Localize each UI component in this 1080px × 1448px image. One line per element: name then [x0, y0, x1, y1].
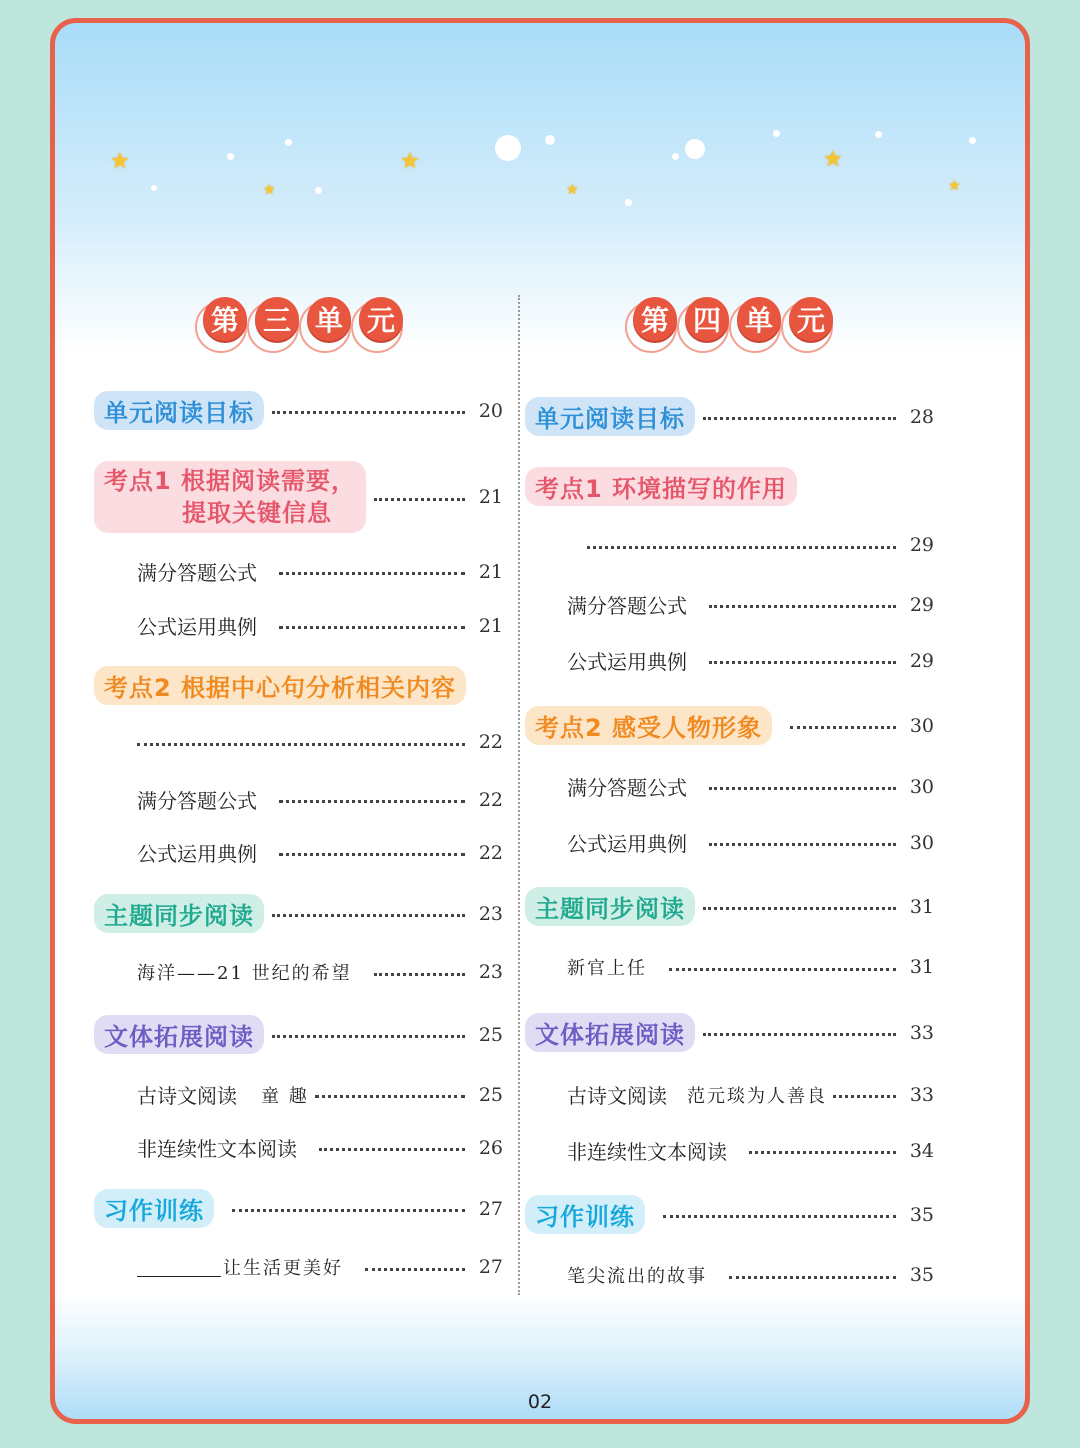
dot-leader — [749, 1151, 896, 1154]
page-number: 27 — [478, 1197, 503, 1220]
section-label: 考点2 根据中心句分析相关内容 — [94, 666, 466, 705]
section-label: 文体拓展阅读 — [525, 1013, 695, 1052]
page-number: 33 — [909, 1021, 934, 1044]
dot-leader — [790, 726, 896, 729]
dot-leader — [279, 800, 465, 803]
dot-leader — [137, 743, 465, 746]
toc-sub-entry[interactable] — [567, 1080, 934, 1109]
star-icon: ★ — [823, 147, 843, 172]
sub-label: 非连续性文本阅读 — [137, 1137, 297, 1161]
unit-char: 第 — [633, 297, 677, 341]
page-number: 34 — [909, 1139, 934, 1162]
page-number: 25 — [478, 1083, 503, 1106]
toc-entry-kp2[interactable] — [525, 706, 934, 745]
section-label: 考点1 环境描写的作用 — [525, 467, 797, 506]
section-label: 习作训练 — [94, 1189, 214, 1228]
section-label: 主题同步阅读 — [94, 894, 264, 933]
dot-leader — [669, 968, 896, 971]
section-label: 文体拓展阅读 — [94, 1015, 264, 1054]
unit-three-heading — [195, 295, 415, 355]
dot-leader — [374, 973, 465, 976]
toc-sub-entry[interactable] — [567, 828, 934, 857]
page-number: 30 — [909, 714, 934, 737]
column-divider — [518, 295, 520, 1295]
toc-sub-entry[interactable] — [137, 959, 503, 985]
page-number: 22 — [478, 841, 503, 864]
toc-entry-kp1[interactable] — [94, 461, 503, 533]
toc-entry-genre-reading[interactable] — [525, 1013, 934, 1052]
page-number: 28 — [909, 405, 934, 428]
toc-sub-entry[interactable] — [567, 590, 934, 619]
page-number: 30 — [909, 831, 934, 854]
star-icon: ★ — [948, 178, 961, 194]
toc-sub-entry[interactable] — [137, 1133, 503, 1162]
toc-entry-kp1-page[interactable] — [587, 534, 934, 556]
dot-leader — [365, 1268, 465, 1271]
toc-sub-entry[interactable] — [137, 1080, 503, 1109]
toc-entry-kp1[interactable] — [525, 467, 797, 506]
page-number: 20 — [478, 399, 503, 422]
dot-leader — [703, 907, 896, 910]
unit-char: 元 — [359, 297, 403, 341]
dot-leader — [703, 1033, 896, 1036]
toc-sub-entry[interactable] — [137, 1254, 503, 1280]
page-number: 31 — [909, 956, 934, 978]
page-number: 25 — [478, 1023, 503, 1046]
toc-sub-entry[interactable] — [567, 954, 934, 980]
dot-leader — [279, 853, 465, 856]
dot-leader — [709, 787, 896, 790]
sub-label: 古诗文阅读 — [137, 1084, 237, 1108]
unit-char: 第 — [203, 297, 247, 341]
dot-leader — [374, 498, 465, 501]
page-number: 23 — [478, 961, 503, 983]
page-number: 23 — [478, 902, 503, 925]
dot-leader — [319, 1148, 465, 1151]
dot-leader — [663, 1215, 896, 1218]
toc-sub-entry[interactable] — [567, 1136, 934, 1165]
bubble-decoration — [285, 139, 292, 146]
toc-sub-entry[interactable] — [137, 611, 503, 640]
sub-label: 非连续性文本阅读 — [567, 1140, 727, 1164]
dot-leader — [709, 661, 896, 664]
bubble-decoration — [685, 139, 705, 159]
page-number: 21 — [478, 560, 503, 583]
toc-entry-genre-reading[interactable] — [94, 1015, 503, 1054]
unit-char: 单 — [737, 297, 781, 341]
page-number: 22 — [478, 731, 503, 753]
dot-leader — [315, 1095, 465, 1098]
dot-leader — [272, 914, 465, 917]
toc-entry-writing[interactable] — [525, 1195, 934, 1234]
bubble-decoration — [773, 130, 780, 137]
sub-label: 公式运用典例 — [137, 615, 257, 639]
unit-char: 元 — [789, 297, 833, 341]
star-icon: ★ — [566, 182, 579, 198]
bubble-decoration — [969, 137, 976, 144]
unit-char: 三 — [255, 297, 299, 341]
dot-leader — [272, 1035, 465, 1038]
dot-leader — [279, 572, 465, 575]
sub-label: 满分答题公式 — [137, 789, 257, 813]
bubble-decoration — [315, 187, 322, 194]
unit-char: 四 — [685, 297, 729, 341]
page-number: 33 — [909, 1083, 934, 1106]
star-icon: ★ — [263, 182, 276, 198]
toc-sub-entry[interactable] — [137, 785, 503, 814]
toc-entry-kp2[interactable] — [94, 666, 466, 705]
toc-sub-entry[interactable] — [137, 838, 503, 867]
dot-leader — [279, 626, 465, 629]
toc-entry-unit-goal[interactable] — [94, 391, 503, 430]
sub-label: 公式运用典例 — [137, 842, 257, 866]
toc-sub-entry[interactable] — [567, 1262, 934, 1288]
page-number: 22 — [478, 788, 503, 811]
toc-entry-sync-reading[interactable] — [94, 894, 503, 933]
dot-leader — [833, 1095, 896, 1098]
page-number: 35 — [909, 1203, 934, 1226]
dot-leader — [709, 843, 896, 846]
fill-in-blank — [137, 1258, 221, 1277]
page-number: 29 — [909, 534, 934, 556]
sub-label: 公式运用典例 — [567, 650, 687, 674]
section-label: 单元阅读目标 — [94, 391, 264, 430]
section-label: 习作训练 — [525, 1195, 645, 1234]
footer-page-number: 02 — [527, 1391, 553, 1413]
sub-label: 公式运用典例 — [567, 832, 687, 856]
bubble-decoration — [875, 131, 882, 138]
sub-label: 海洋——21 世纪的希望 — [137, 963, 352, 984]
section-label: 考点1 根据阅读需要， 提取关键信息 — [94, 461, 366, 533]
page-number: 35 — [909, 1264, 934, 1286]
work-title: 童 趣 — [261, 1085, 309, 1107]
toc-entry-sync-reading[interactable] — [525, 887, 934, 926]
dot-leader — [729, 1276, 896, 1279]
page-number: 27 — [478, 1256, 503, 1278]
dot-leader — [272, 411, 465, 414]
sub-label: 满分答题公式 — [567, 776, 687, 800]
sub-label: 古诗文阅读 — [567, 1084, 667, 1108]
dot-leader — [709, 605, 896, 608]
page-number: 31 — [909, 895, 934, 918]
bubble-decoration — [227, 153, 234, 160]
page-frame — [50, 18, 1030, 1424]
toc-entry-kp2-page[interactable] — [137, 731, 503, 753]
sub-label: 满分答题公式 — [137, 561, 257, 585]
bubble-decoration — [151, 185, 157, 191]
sub-label: 满分答题公式 — [567, 594, 687, 618]
page-number: 30 — [909, 775, 934, 798]
sub-label: 让生活更美好 — [223, 1258, 343, 1279]
page-number: 21 — [478, 486, 503, 508]
section-label: 单元阅读目标 — [525, 397, 695, 436]
page-number: 29 — [909, 649, 934, 672]
bubble-decoration — [672, 153, 679, 160]
unit-four-heading — [625, 295, 845, 355]
page-number: 26 — [478, 1136, 503, 1159]
dot-leader — [587, 546, 896, 549]
star-icon: ★ — [400, 149, 420, 174]
toc-entry-unit-goal[interactable] — [525, 397, 934, 436]
section-label: 考点2 感受人物形象 — [525, 706, 772, 745]
dot-leader — [703, 417, 896, 420]
section-label: 主题同步阅读 — [525, 887, 695, 926]
page-number: 21 — [478, 614, 503, 637]
sub-label: 新官上任 — [567, 958, 647, 979]
star-icon: ★ — [110, 149, 130, 174]
toc-entry-writing[interactable] — [94, 1189, 503, 1228]
sub-label: 笔尖流出的故事 — [567, 1266, 707, 1287]
toc-sub-entry[interactable] — [567, 646, 934, 675]
bubble-decoration — [625, 199, 632, 206]
bubble-decoration — [495, 135, 521, 161]
bubble-decoration — [545, 135, 555, 145]
work-title: 范元琰为人善良 — [687, 1085, 827, 1107]
toc-sub-entry[interactable] — [137, 557, 503, 586]
toc-sub-entry[interactable] — [567, 772, 934, 801]
dot-leader — [232, 1209, 465, 1212]
page-number: 29 — [909, 593, 934, 616]
unit-char: 单 — [307, 297, 351, 341]
